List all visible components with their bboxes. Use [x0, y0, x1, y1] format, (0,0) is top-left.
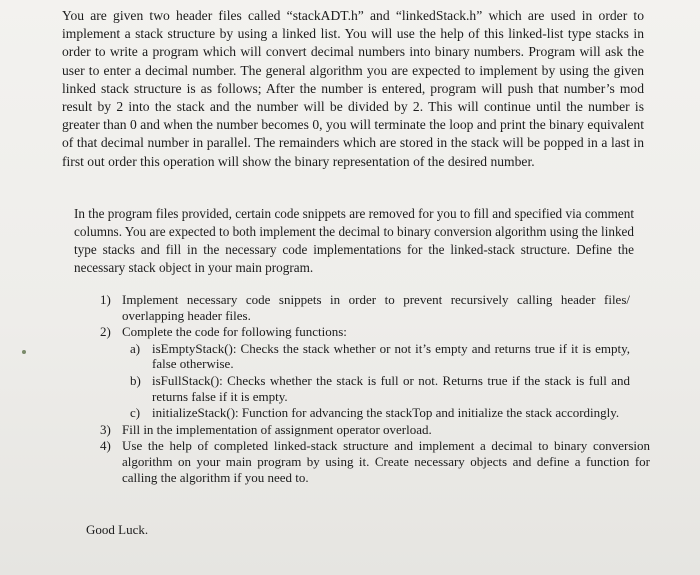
subtask-item-b: b) isFullStack(): Checks whether the stack is full or not. Returns true if the stack is full and returns false if it is empty. — [130, 372, 630, 404]
task-item-3: 3) Fill in the implementation of assignment operator overload. — [100, 421, 432, 437]
task-text: Implement necessary code snippets in order to prevent recursively calling header files/ overlapping header files. — [122, 292, 630, 323]
task-list — [100, 292, 650, 486]
intro-paragraph: You are given two header files called “stackADT.h” and “linkedStack.h” which are used in order to implement a stack structure by using a linked list. You will use the help of this linked-list type stacks in order to write a program which will convert decimal numbers into binary numbers. Program will ask the user to enter a decimal number. The general algorithm you are expected to implement by using the given linked stack structure is as follows; After the number is entered, program will push that number’s mod result by 2 into the stack and the number will be divided by 2. This will continue until the number is greater than 0 and when the number becomes 0, you will terminate the loop and print the binary equivalent of that decimal number in parallel. The remainders which are stored in the stack will be popped in a last in first out order this operation will show the binary representation of the desired number. — [62, 8, 644, 169]
subtask-text: isFullStack(): Checks whether the stack is full or not. Returns true if the stack is full and returns false if it is empty. — [152, 372, 630, 404]
task-text: Complete the code for following functions: — [122, 324, 347, 340]
subtask-item-a: a) isEmptyStack(): Checks the stack whether or not it’s empty and returns true if it is empty, false otherwise. — [130, 340, 630, 372]
instructions-paragraph: In the program files provided, certain code snippets are removed for you to fill and specified via comment columns. You are expected to both implement the decimal to binary conversion algorithm using the linked type stacks and fill in the necessary code implementations for the linked-stack structure. Define the necessary stack object in your main program. — [74, 206, 634, 275]
subtask-text: initializeStack(): Function for advancing the stackTop and initialize the stack accordingly. — [152, 405, 620, 421]
subtask-item-c: c) initializeStack(): Function for advancing the stackTop and initialize the stack accordingly. — [130, 405, 620, 421]
closing-text: Good Luck. — [86, 522, 149, 537]
paper-mark — [22, 350, 26, 354]
task-item-2: 2) Complete the code for following functions: — [100, 324, 347, 340]
subtask-text: isEmptyStack(): Checks the stack whether or not it’s empty and returns true if it is empty, false otherwise. — [152, 340, 630, 372]
task-item-4: 4) Use the help of completed linked-stack structure and implement a decimal to binary conversion algorithm on your main program by using it. Create necessary objects and define a function for calling the algorithm if you need to. — [100, 438, 650, 485]
task-text: Fill in the implementation of assignment operator overload. — [122, 421, 432, 437]
task-item-1: 1) Implement necessary code snippets in order to prevent recursively calling header files/ overlapping header files. — [100, 292, 630, 323]
task-text: Use the help of completed linked-stack structure and implement a decimal to binary conversion algorithm on your main program by using it. Create necessary objects and define a function for calling the algorithm if you need to. — [122, 438, 650, 485]
